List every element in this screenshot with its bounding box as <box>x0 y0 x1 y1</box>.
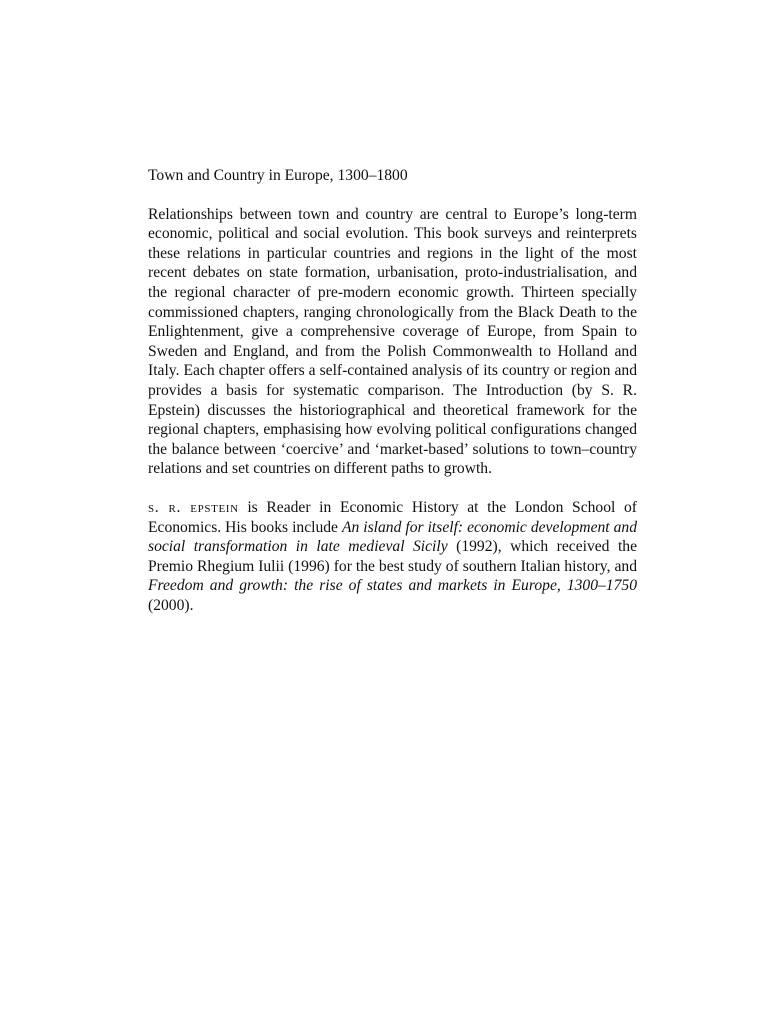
author-bio <box>148 498 637 616</box>
page-text <box>148 166 637 615</box>
author-bio-text-3: (2000). <box>148 596 194 614</box>
author-book-title-1: An island for itself: economic development and social transformation in late medieval Sicily <box>148 518 637 556</box>
book-title: Town and Country in Europe, 1300–1800 <box>148 167 408 184</box>
author-bio-text-1: is Reader in Economic History at the London School of Economics. His books include <box>148 498 637 536</box>
book-description: Relationships between town and country are central to Europe’s long-term economic, political and social evolution. This book surveys and reinterprets these relations in particular countries and regions in the light of the most recent debates on state formation, urbanisation, proto-industrialisation, and the regional character of pre-modern economic growth. Thirteen specially commissioned chapters, ranging chronologically from the Black Death to the Enlightenment, give a comprehensive coverage of Europe, from Spain to Sweden and England, and from the Polish Commonwealth to Holland and Italy. Each chapter offers a self-contained analysis of its country or region and provides a basis for systematic comparison. The Introduction (by S. R. Epstein) discusses the historiographical and theoretical framework for the regional chapters, emphasising how evolving political configurations changed the balance between ‘coercive’ and ‘market-based’ solutions to town–country relations and set countries on different paths to growth. <box>148 205 637 478</box>
author-bio-text-2: (1992), which received the Premio Rhegium Iulii (1996) for the best study of southern Italian history, and <box>148 538 637 575</box>
author-book-title-2: Freedom and growth: the rise of states and markets in Europe, 1300–1750 <box>148 577 637 595</box>
author-name: s. r. epstein <box>148 498 239 516</box>
